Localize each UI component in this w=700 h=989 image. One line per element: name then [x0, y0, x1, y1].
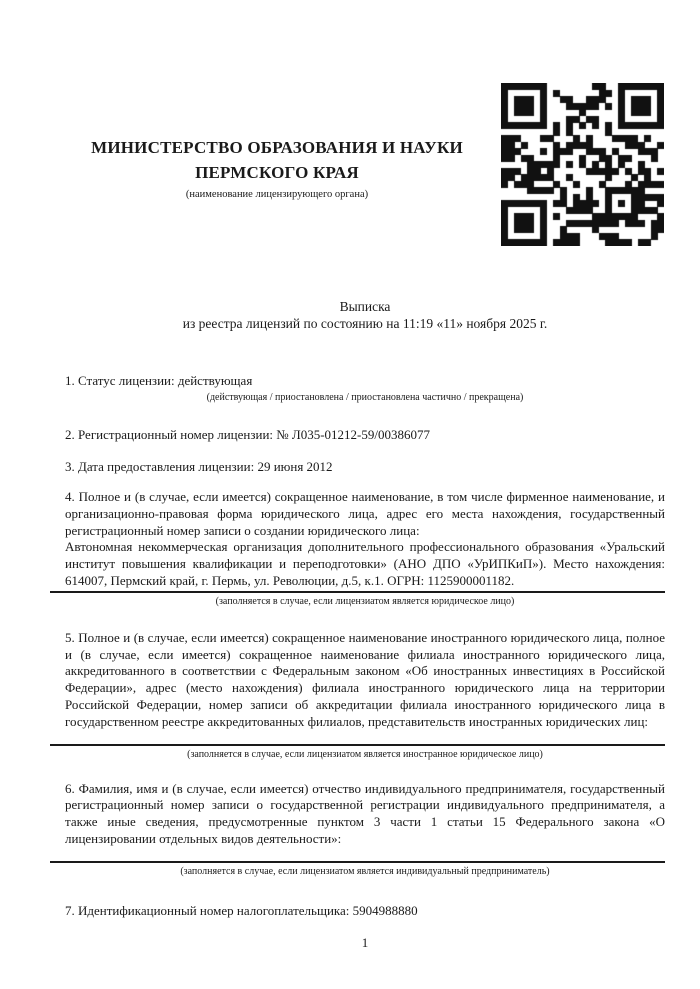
document-title-line2: из реестра лицензий по состоянию на 11:19 «11» ноября 2025 г.	[182, 316, 548, 331]
foreign-entity-blank	[65, 731, 665, 743]
item-foreign-entity	[65, 630, 665, 761]
entrepreneur-text: 6. Фамилия, имя и (в случае, если имеется) отчество индивидуального предпринимателя, государственный регистрационный номер записи о государственной регистрации индивидуального предпринимателя, а также иные сведения, предусмотренные пунктом 3 части 1 статьи 15 Федерального закона «О лицензировании отдельных видов деятельности»:	[65, 780, 665, 846]
item-registration-number	[65, 426, 665, 443]
license-status-caption: (действующая / приостановлена / приостановлена частично / прекращена)	[206, 392, 524, 403]
ministry-name-line2: ПЕРМСКОГО КРАЯ	[195, 163, 359, 182]
taxpayer-number-text: 7. Идентификационный номер налогоплательщика: 5904988880	[65, 902, 418, 918]
license-date-text: 3. Дата предоставления лицензии: 29 июня 2012	[65, 459, 333, 474]
licensing-authority-block	[65, 135, 489, 202]
fill-in-rule-legal-entity	[50, 591, 665, 593]
item-legal-entity	[65, 489, 665, 608]
fill-in-rule-foreign-entity	[50, 744, 665, 746]
entrepreneur-caption: (заполняется в случае, если лицензиатом является индивидуальный предприниматель)	[180, 865, 550, 877]
registration-number-text: 2. Регистрационный номер лицензии: № Л035-01212-59/00386077	[65, 427, 431, 442]
license-status-text: 1. Статус лицензии: действующая	[65, 373, 253, 388]
document-body	[65, 298, 665, 951]
foreign-entity-caption: (заполняется в случае, если лицензиатом является иностранное юридическое лицо)	[187, 748, 543, 760]
legal-entity-caption: (заполняется в случае, если лицензиатом является юридическое лицо)	[215, 595, 515, 607]
item-license-date	[65, 458, 665, 475]
document-title	[65, 298, 665, 332]
foreign-entity-text: 5. Полное и (в случае, если имеется) сокращенное наименование иностранного юридического лица, полное и (в случае, если имеется) сокращенное наименование филиала иностранного юридического лица, аккредитованного в соответствии с Федеральным законом «Об иностранных инвестициях в Российской Федерации», адрес (место нахождения) филиала иностранного юридического лица на территории Российской Федерации, номер записи об аккредитации филиала иностранного юридического лица в государственном реестре аккредитованных филиалов, представительств иностранных юридических лиц:	[65, 629, 665, 729]
document-title-line1: Выписка	[339, 299, 391, 314]
item-taxpayer-number	[65, 902, 665, 919]
item-entrepreneur	[65, 781, 665, 878]
ministry-name-line1: МИНИСТЕРСТВО ОБРАЗОВАНИЯ И НАУКИ	[91, 138, 463, 157]
legal-entity-value: Автономная некоммерческая организация дополнительного профессионального образования «Уральский институт повышения квалификации и переподготовки» (АНО ДПО «УрИПКиП»). Место нахождения: 614007, Пермский край, г. Пермь, ул. Революции, д.5, к.1. ОГРН: 1125900001182.	[65, 539, 665, 588]
qr-code-icon	[501, 83, 664, 246]
page-number: 1	[361, 934, 369, 950]
ministry-caption: (наименование лицензирующего органа)	[185, 189, 369, 200]
entrepreneur-blank	[65, 848, 665, 860]
item-license-status	[65, 372, 665, 404]
fill-in-rule-entrepreneur	[50, 861, 665, 863]
legal-entity-text: 4. Полное и (в случае, если имеется) сокращенное наименование, в том числе фирменное наименование, и организационно-правовая форма юридического лица, адрес его места нахождения, государственный регистрационный номер записи о создании юридического лица:	[65, 489, 665, 538]
